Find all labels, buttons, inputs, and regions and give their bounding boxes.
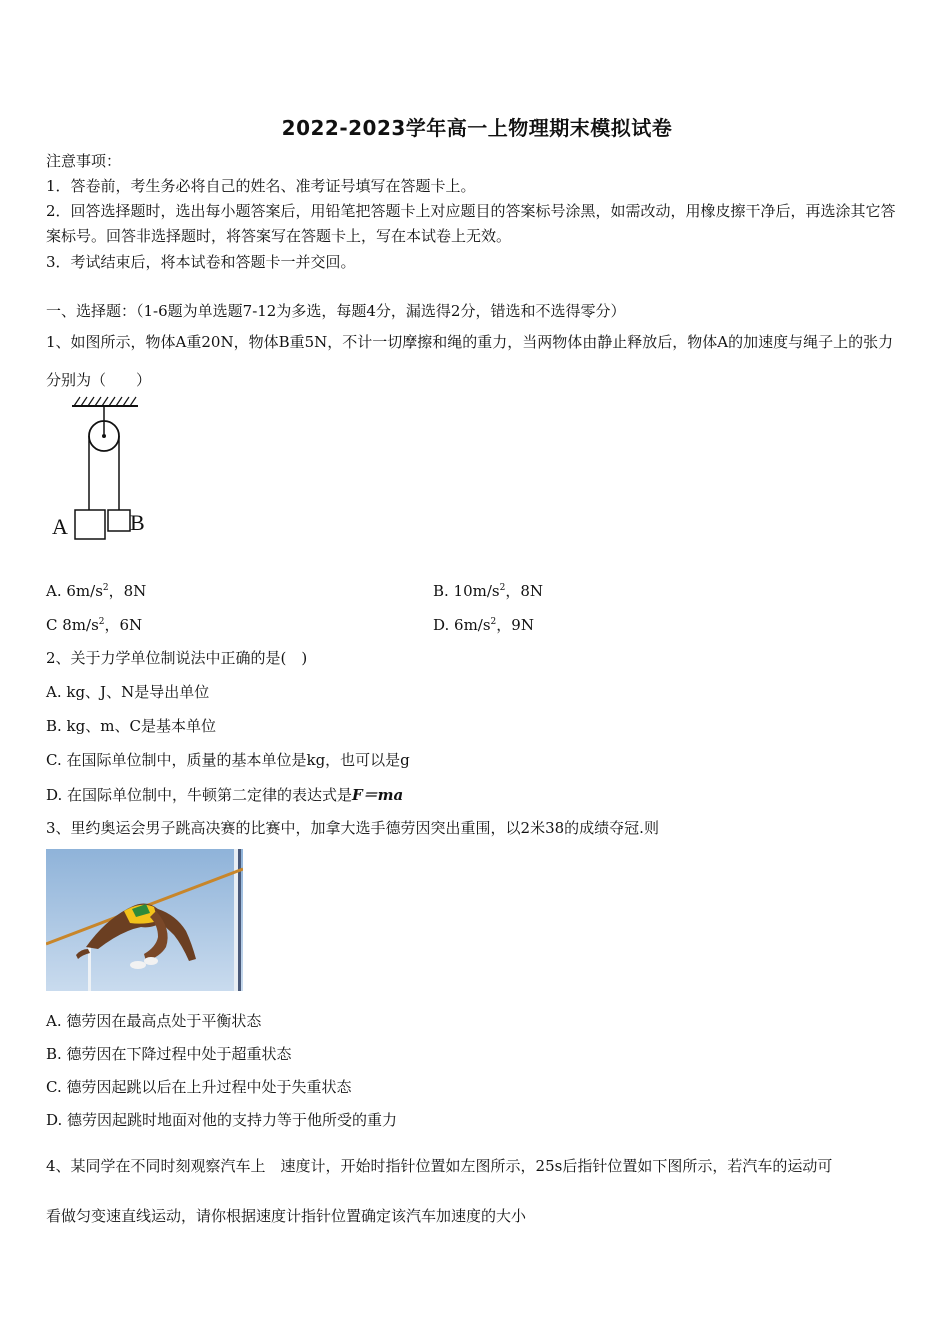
q1-stem: 1、如图所示，物体A重20N，物体B重5N，不计一切摩擦和绳的重力，当两物体由静止释放后，物体A的加速度与绳子上的张力分别为（ ） [46,333,894,389]
q3-option-b: B. 德劳因在下降过程中处于超重状态 [46,1045,292,1063]
label-b: B [130,510,145,535]
section-heading: 一、选择题：（1-6题为单选题7-12为多选，每题4分，漏选得2分，错选和不选得零分） [46,302,626,320]
notice-heading: 注意事项： [46,152,122,170]
q3-stem: 3、里约奥运会男子跳高决赛的比赛中，加拿大选手德劳因突出重围，以2米38的成绩夺冠.则 [46,819,659,837]
ceiling-hatch [74,397,136,406]
pulley-diagram [50,394,160,544]
q2-option-c: C. 在国际单位制中，质量的基本单位是kg，也可以是g [46,751,410,769]
q3-option-a: A. 德劳因在最高点处于平衡状态 [46,1012,262,1030]
high-jump-photo [46,849,243,991]
q2-option-b: B. kg、m、C是基本单位 [46,717,216,735]
notice-item-1: 1．答卷前，考生务必将自己的姓名、准考证号填写在答题卡上。 [46,177,476,195]
notice-item-2: 2．回答选择题时，选出每小题答案后，用铅笔把答题卡上对应题目的答案标号涂黑，如需改动，用橡皮擦干净后，再选涂其它答案标号。回答非选择题时，将答案写在答题卡上，写在本试卷上无效。 [46,202,896,245]
q1-option-b: B. $10m/s^2$，8N [433,582,544,600]
notice-item-3: 3．考试结束后，将本试卷和答题卡一并交回。 [46,253,356,271]
page-title: 2022-2023学年高一上物理期末模拟试卷 [281,116,673,140]
q3-option-c: C. 德劳因起跳以后在上升过程中处于失重状态 [46,1078,352,1096]
label-a: A [52,514,68,539]
q2-stem: 2、关于力学单位制说法中正确的是( ) [46,649,308,667]
q4-stem-line-2: 看做匀变速直线运动，请你根据速度计指针位置确定该汽车加速度的大小 [46,1207,527,1225]
block-a [75,510,105,539]
q1-option-c: C $8m/s^2$，6N [46,616,143,634]
block-b [108,510,130,531]
q2-option-d: D. 在国际单位制中，牛顿第二定律的表达式是F＝ma [46,786,404,804]
q1-option-d: D. $6m/s^2$，9N [433,616,534,634]
q2-option-a: A. kg、J、N是导出单位 [46,683,210,701]
q1-option-a: A. $6m/s^2$，8N [46,582,147,600]
q4-stem-line-1: 4、某同学在不同时刻观察汽车上 速度计，开始时指针位置如左图所示，25s后指针位置如下图所示，若汽车的运动可 [46,1157,833,1175]
pulley-center [102,434,106,438]
q3-option-d: D. 德劳因起跳时地面对他的支持力等于他所受的重力 [46,1111,398,1129]
